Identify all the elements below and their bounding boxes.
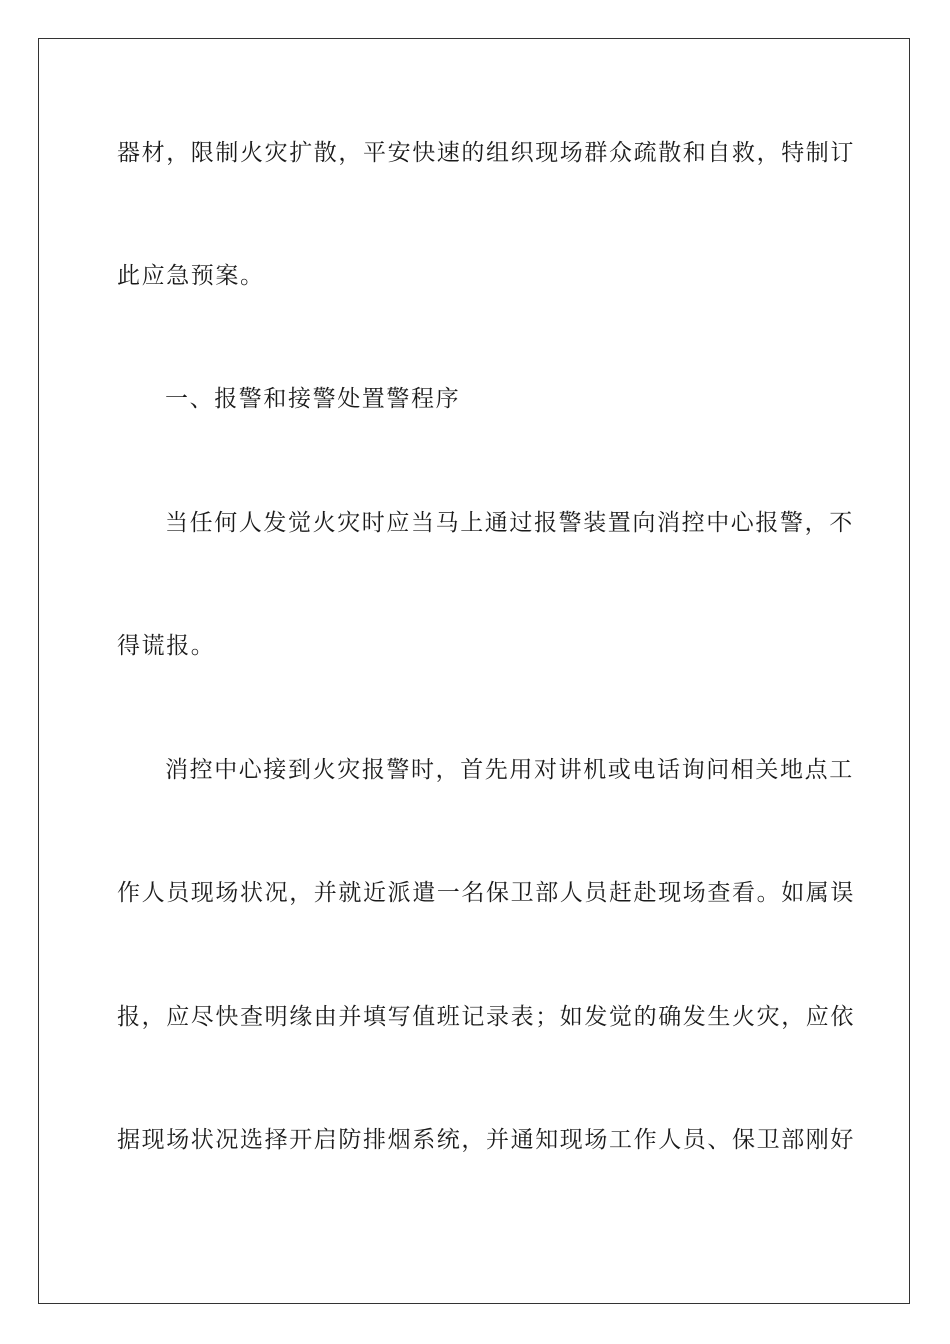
page-border (38, 38, 910, 1304)
body-text-line: 作人员现场状况，并就近派遣一名保卫部人员赶赴现场查看。如属误 (117, 880, 855, 906)
body-text-line: 器材，限制火灾扩散，平安快速的组织现场群众疏散和自救，特制订 (117, 140, 855, 166)
body-text-line: 此应急预案。 (117, 263, 265, 289)
body-text-line: 消控中心接到火灾报警时，首先用对讲机或电话询问相关地点工 (165, 757, 854, 783)
body-text-line: 报，应尽快查明缘由并填写值班记录表；如发觉的确发生火灾，应依 (117, 1004, 855, 1030)
body-text-line: 当任何人发觉火灾时应当马上通过报警装置向消控中心报警，不 (165, 510, 854, 536)
body-text-line: 得谎报。 (117, 633, 216, 659)
body-text-line: 据现场状况选择开启防排烟系统，并通知现场工作人员、保卫部刚好 (117, 1127, 855, 1153)
section-heading: 一、报警和接警处置警程序 (165, 386, 461, 412)
